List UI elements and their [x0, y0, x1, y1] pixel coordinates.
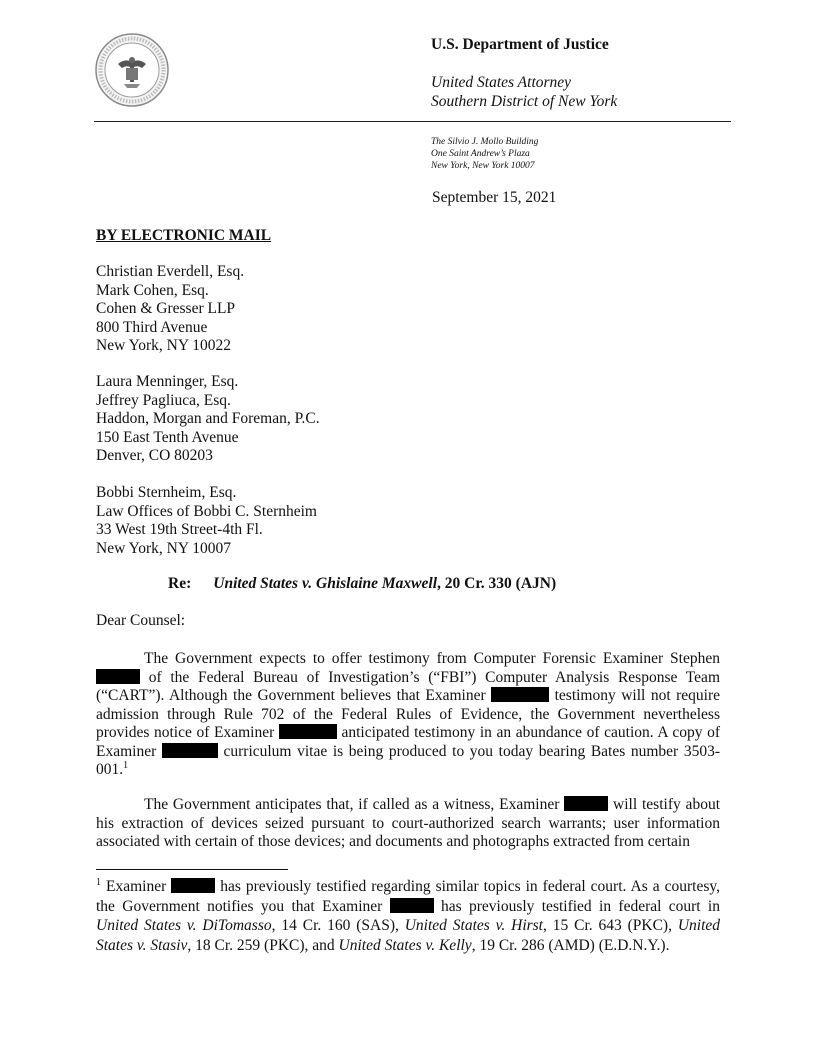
para2-text: The Government anticipates that, if called as a witness, Examiner	[144, 796, 565, 813]
footnote-divider	[96, 869, 288, 870]
recipient-block-2	[96, 373, 320, 466]
para1-text: The Government expects to offer testimony from Computer Forensic Examiner Stephen	[144, 650, 720, 667]
address-line: 800 Third Avenue	[96, 318, 208, 336]
case-citation: United States v. Hirst	[404, 917, 543, 934]
address-line: 150 East Tenth Avenue	[96, 428, 239, 446]
footnote-text: , 15 Cr. 643 (PKC),	[543, 917, 678, 934]
re-line	[168, 575, 556, 594]
address-line: Christian Everdell, Esq.	[96, 263, 245, 280]
paragraph-1	[96, 650, 720, 780]
salutation: Dear Counsel:	[96, 612, 186, 629]
footnote-text: , 19 Cr. 286 (AMD) (E.D.N.Y.).	[471, 936, 670, 954]
office-name	[431, 73, 617, 111]
footnote-number: 1	[96, 876, 101, 888]
para1-text: curriculum vitae is being produced to you today bearing Bates number 3503-001.	[96, 742, 720, 778]
building-line3: New York, New York 10007	[431, 161, 535, 171]
building-address	[431, 136, 538, 172]
address-line: Mark Cohen, Esq.	[96, 281, 209, 299]
para2-text: will testify about his extraction of devices seized pursuant to court-authorized search warrants; user information associated with certain of those devices; and documents and photographs extracted from certain	[96, 796, 720, 850]
address-line: Haddon, Morgan and Foreman, P.C.	[96, 410, 320, 427]
address-line: 33 West 19th Street-4th Fl.	[96, 521, 263, 538]
letterhead-divider	[94, 121, 731, 122]
case-citation: United States v. Kelly	[338, 936, 472, 954]
doj-seal	[94, 32, 170, 108]
recipient-block-3	[96, 484, 317, 558]
office-line1: United States Attorney	[431, 74, 572, 91]
building-line1: The Silvio J. Mollo Building	[431, 137, 539, 147]
footnote-text: Examiner	[101, 878, 172, 895]
re-label: Re:	[168, 575, 192, 592]
re-case-name: United States v. Ghislaine Maxwell	[213, 575, 438, 592]
para1-text: testimony will not require admission through Rule 702 of the Federal Rules of Evidence, the Government nevertheless provides notice of Examiner	[96, 687, 720, 741]
building-line2: One Saint Andrew’s Plaza	[431, 149, 530, 159]
footnote-text: has previously testified regarding similar topics in federal court. As a courtesy, the Government notifies you that Examiner	[96, 878, 720, 915]
recipient-block-1	[96, 263, 244, 356]
footnote-marker: 1	[123, 759, 129, 771]
para1-text: anticipated testimony in an abundance of caution. A copy of Examiner	[96, 724, 720, 760]
redaction-box	[96, 669, 140, 684]
address-line: Law Offices of Bobbi C. Sternheim	[96, 502, 317, 520]
redaction-box	[491, 687, 549, 702]
case-citation: United States v. Stasiv	[96, 917, 720, 954]
re-case-number: , 20 Cr. 330 (AJN)	[437, 575, 557, 592]
para1-text: of the Federal Bureau of Investigation’s (“FBI”) Computer Analysis Response Team (“CART”). Although the Government believes that Examiner	[96, 668, 720, 704]
redaction-box	[390, 898, 434, 913]
footnote-text: has previously testified in federal court in	[433, 897, 720, 915]
redaction-box	[279, 724, 337, 739]
address-line: Bobbi Sternheim, Esq.	[96, 484, 237, 501]
address-line: Jeffrey Pagliuca, Esq.	[96, 391, 231, 409]
redaction-box	[162, 743, 218, 758]
address-line: Laura Menninger, Esq.	[96, 373, 239, 390]
address-line: Cohen & Gresser LLP	[96, 300, 236, 317]
address-line: New York, NY 10022	[96, 337, 232, 354]
department-name: U.S. Department of Justice	[431, 36, 609, 53]
redaction-box	[171, 878, 215, 893]
address-line: New York, NY 10007	[96, 539, 232, 557]
footnote-text: , 18 Cr. 259 (PKC), and	[187, 936, 339, 954]
footnote-text: , 14 Cr. 160 (SAS),	[271, 917, 405, 934]
address-line: Denver, CO 80203	[96, 447, 213, 464]
redaction-box	[564, 796, 608, 811]
case-citation: United States v. DiTomasso	[96, 917, 272, 934]
delivery-method: BY ELECTRONIC MAIL	[96, 227, 272, 244]
letter-date: September 15, 2021	[432, 189, 557, 206]
office-line2: Southern District of New York	[431, 93, 618, 110]
footnote-1	[96, 877, 720, 955]
paragraph-2	[96, 796, 720, 852]
